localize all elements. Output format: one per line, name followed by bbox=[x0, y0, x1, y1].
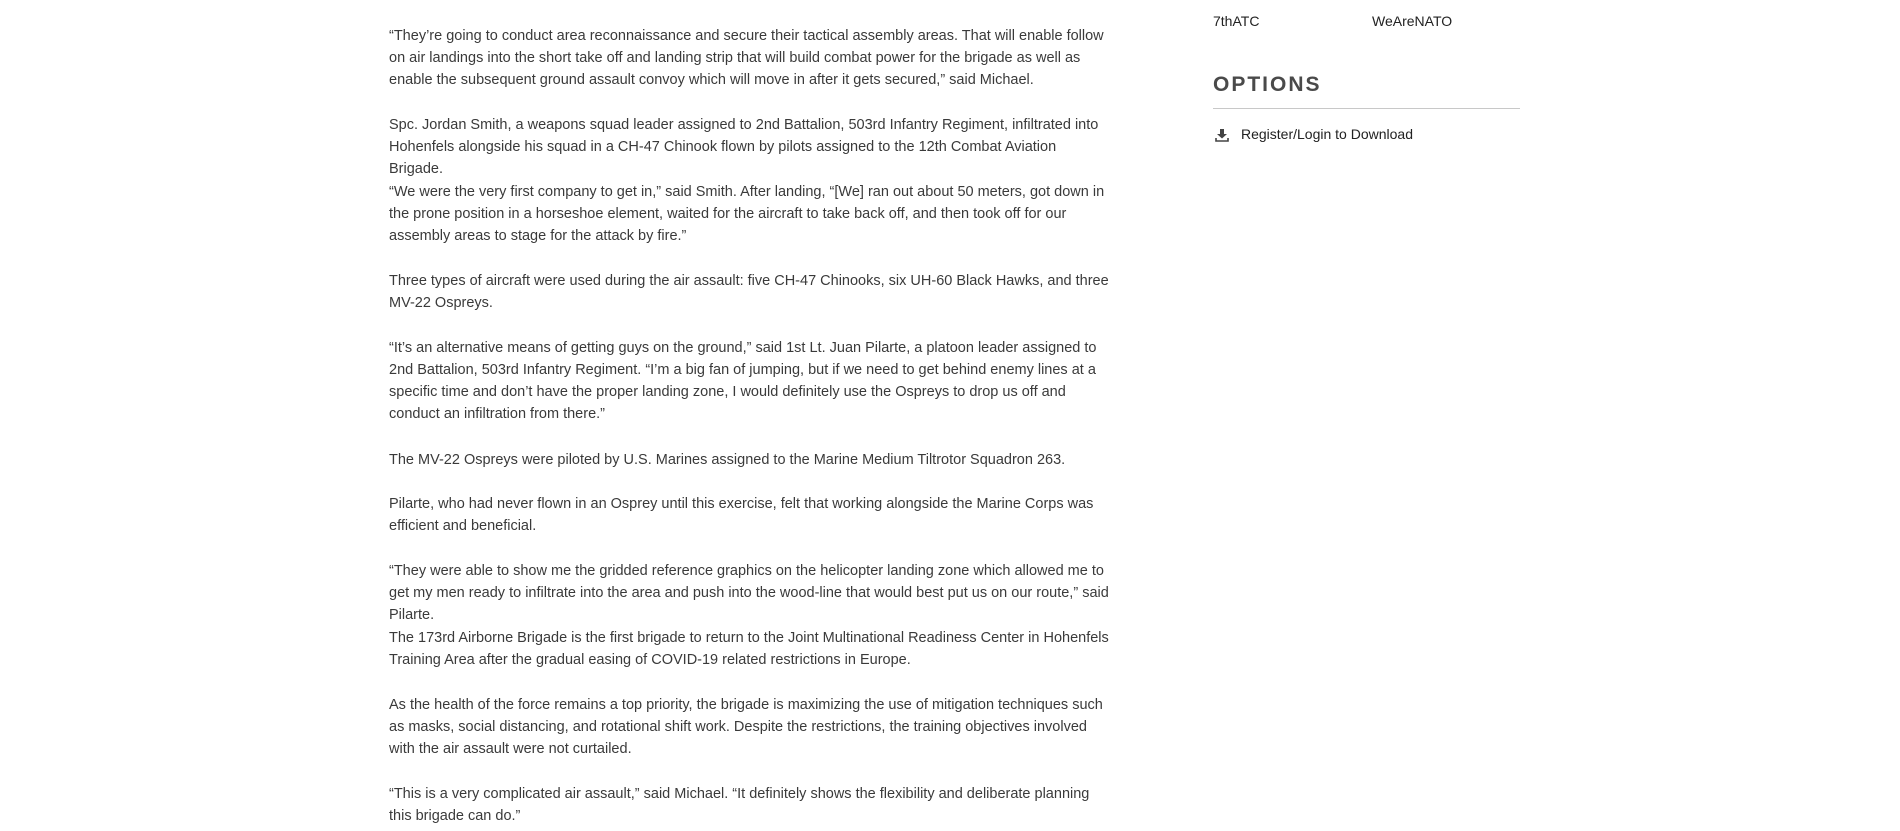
download-label: Register/Login to Download bbox=[1241, 126, 1413, 142]
article-paragraph: Spc. Jordan Smith, a weapons squad leader assigned to 2nd Battalion, 503rd Infantry Regiment, infiltrated into Hohenfels alongside his squad in a CH-47 Chinook flown by pilots assigned to the 12th Combat Aviation Brigade. bbox=[389, 117, 1099, 177]
article-paragraph: “This is a very complicated air assault,” said Michael. “It definitely shows the flexibility and deliberate planning this brigade can do.” bbox=[389, 786, 1090, 824]
register-login-download-link[interactable] bbox=[1213, 124, 1413, 144]
options-divider bbox=[1213, 108, 1520, 109]
article-paragraph: “We were the very first company to get in,” said Smith. After landing, “[We] ran out about 50 meters, got down in the prone position in a horseshoe element, waited for the aircraft to take back off, and then took off for our assembly areas to stage for the attack by fire.” bbox=[389, 184, 1105, 244]
article-paragraph: The 173rd Airborne Brigade is the first brigade to return to the Joint Multinational Readiness Center in Hohenfels Training Area after the gradual easing of COVID-19 related restrictions in Europe. bbox=[389, 630, 1109, 668]
article-paragraph: “It’s an alternative means of getting guys on the ground,” said 1st Lt. Juan Pilarte, a platoon leader assigned to 2nd Battalion, 503rd Infantry Regiment. “I’m a big fan of jumping, but if we need to get behind enemy lines at a specific time and don’t have the proper landing zone, I would definitely use the Ospreys to drop us off and conduct an infiltration from there.” bbox=[389, 340, 1097, 422]
tag-link[interactable]: 7thATC bbox=[1213, 13, 1260, 29]
article-paragraph: As the health of the force remains a top priority, the brigade is maximizing the use of mitigation techniques such as masks, social distancing, and rotational shift work. Despite the restrictions, the training objectives involved with the air assault were not curtailed. bbox=[389, 697, 1103, 757]
tag-link[interactable]: WeAreNATO bbox=[1372, 13, 1453, 29]
article-paragraph: “They’re going to conduct area reconnaissance and secure their tactical assembly areas. That will enable follow on air landings into the short take off and landing strip that will build combat power for the brigade as well as enable the subsequent ground assault convoy which will move in after it gets secured,” said Michael. bbox=[389, 28, 1104, 88]
options-heading: OPTIONS bbox=[1213, 73, 1322, 96]
article-paragraph: The MV-22 Ospreys were piloted by U.S. Marines assigned to the Marine Medium Tiltrotor Squadron 263. bbox=[389, 452, 1066, 468]
article-paragraph: Pilarte, who had never flown in an Osprey until this exercise, felt that working alongside the Marine Corps was efficient and beneficial. bbox=[389, 496, 1094, 534]
article-paragraph: “They were able to show me the gridded reference graphics on the helicopter landing zone which allowed me to get my men ready to infiltrate into the area and push into the wood-line that would best put us on our route,” said Pilarte. bbox=[389, 563, 1109, 623]
article-paragraph: Three types of aircraft were used during the air assault: five CH-47 Chinooks, six UH-60 Black Hawks, and three MV-22 Ospreys. bbox=[389, 273, 1109, 311]
download-icon bbox=[1215, 127, 1229, 141]
